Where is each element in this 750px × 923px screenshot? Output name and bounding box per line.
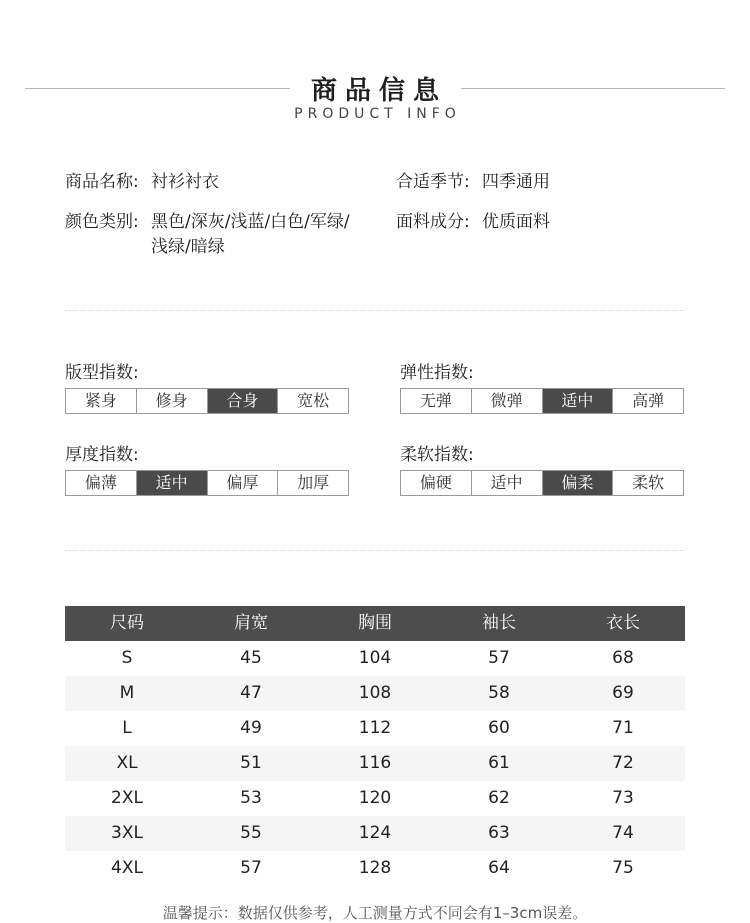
size-table bbox=[65, 606, 685, 886]
table-row bbox=[65, 676, 685, 711]
fit-index bbox=[65, 362, 349, 414]
index-option: 柔软 bbox=[632, 473, 665, 492]
table-cell: 63 bbox=[488, 823, 510, 843]
thickness-index bbox=[65, 444, 349, 496]
index-title: 柔软指数: bbox=[400, 445, 474, 465]
column-header: 肩宽 bbox=[234, 613, 268, 633]
table-cell: 4XL bbox=[111, 858, 143, 878]
table-cell: 62 bbox=[488, 788, 510, 808]
info-color bbox=[65, 210, 365, 262]
table-row bbox=[65, 816, 685, 851]
dotted-divider bbox=[65, 550, 685, 551]
table-cell: 104 bbox=[358, 648, 392, 668]
index-scale bbox=[400, 388, 684, 414]
info-value: 黑色/深灰/浅蓝/白色/军绿/浅绿/暗绿 bbox=[151, 212, 350, 257]
table-cell: 120 bbox=[358, 788, 392, 808]
column-header: 袖长 bbox=[482, 613, 516, 633]
table-cell: 68 bbox=[612, 648, 634, 668]
table-cell: 74 bbox=[612, 823, 634, 843]
index-title: 弹性指数: bbox=[400, 363, 474, 383]
index-option-selected: 适中 bbox=[543, 389, 614, 413]
table-cell: 60 bbox=[488, 718, 510, 738]
measurement-note: 温馨提示：数据仅供参考，人工测量方式不同会有1–3cm误差。 bbox=[162, 904, 588, 922]
table-cell: M bbox=[119, 683, 135, 703]
info-label: 颜色类别: bbox=[65, 212, 139, 232]
table-cell: 116 bbox=[358, 753, 392, 773]
table-cell: 128 bbox=[358, 858, 392, 878]
table-row bbox=[65, 746, 685, 781]
index-option: 适中 bbox=[472, 471, 543, 495]
section-subtitle: PRODUCT INFO bbox=[294, 106, 461, 122]
table-cell: 69 bbox=[612, 683, 634, 703]
index-option: 宽松 bbox=[297, 391, 330, 410]
table-cell: 2XL bbox=[111, 788, 143, 808]
index-option: 偏薄 bbox=[66, 471, 137, 495]
index-option-selected: 合身 bbox=[208, 389, 279, 413]
table-cell: 71 bbox=[612, 718, 634, 738]
index-option: 微弹 bbox=[472, 389, 543, 413]
table-cell: XL bbox=[116, 753, 138, 773]
table-cell: 64 bbox=[488, 858, 510, 878]
table-cell: 51 bbox=[240, 753, 262, 773]
index-scale bbox=[65, 470, 349, 496]
table-row bbox=[65, 641, 685, 676]
table-cell: 53 bbox=[240, 788, 262, 808]
table-cell: 45 bbox=[240, 648, 262, 668]
info-label: 合适季节: bbox=[396, 172, 470, 192]
index-option: 加厚 bbox=[297, 473, 330, 492]
column-header: 尺码 bbox=[110, 613, 144, 633]
table-cell: 58 bbox=[488, 683, 510, 703]
table-cell: L bbox=[122, 718, 132, 738]
table-cell: 57 bbox=[488, 648, 510, 668]
table-cell: 72 bbox=[612, 753, 634, 773]
table-cell: 47 bbox=[240, 683, 262, 703]
index-title: 厚度指数: bbox=[65, 445, 139, 465]
softness-index bbox=[400, 444, 684, 496]
table-row bbox=[65, 711, 685, 746]
table-cell: 49 bbox=[240, 718, 262, 738]
index-option: 修身 bbox=[137, 389, 208, 413]
index-option: 偏厚 bbox=[208, 471, 279, 495]
index-option-selected: 适中 bbox=[137, 471, 208, 495]
info-value: 四季通用 bbox=[482, 172, 550, 192]
info-value: 优质面料 bbox=[482, 212, 550, 232]
index-option: 偏硬 bbox=[401, 471, 472, 495]
column-header: 衣长 bbox=[606, 613, 640, 633]
section-title: 商品信息 bbox=[310, 76, 447, 106]
index-scale bbox=[65, 388, 349, 414]
info-label: 商品名称: bbox=[65, 172, 139, 192]
info-value: 衬衫衬衣 bbox=[151, 172, 219, 192]
table-cell: 124 bbox=[358, 823, 392, 843]
index-scale bbox=[400, 470, 684, 496]
column-header: 胸围 bbox=[358, 613, 392, 633]
index-option: 紧身 bbox=[66, 389, 137, 413]
table-cell: 57 bbox=[240, 858, 262, 878]
table-cell: 108 bbox=[358, 683, 392, 703]
elastic-index bbox=[400, 362, 684, 414]
index-option: 无弹 bbox=[401, 389, 472, 413]
index-option: 高弹 bbox=[632, 391, 665, 410]
table-cell: S bbox=[121, 648, 133, 668]
dotted-divider bbox=[65, 310, 685, 311]
table-cell: 73 bbox=[612, 788, 634, 808]
table-header-row bbox=[65, 606, 685, 641]
table-row bbox=[65, 781, 685, 816]
table-cell: 61 bbox=[488, 753, 510, 773]
table-cell: 3XL bbox=[111, 823, 143, 843]
info-label: 面料成分: bbox=[396, 212, 470, 232]
index-title: 版型指数: bbox=[65, 363, 139, 383]
table-cell: 75 bbox=[612, 858, 634, 878]
index-option-selected: 偏柔 bbox=[543, 471, 614, 495]
table-cell: 55 bbox=[240, 823, 262, 843]
table-row bbox=[65, 851, 685, 886]
table-cell: 112 bbox=[358, 718, 392, 738]
